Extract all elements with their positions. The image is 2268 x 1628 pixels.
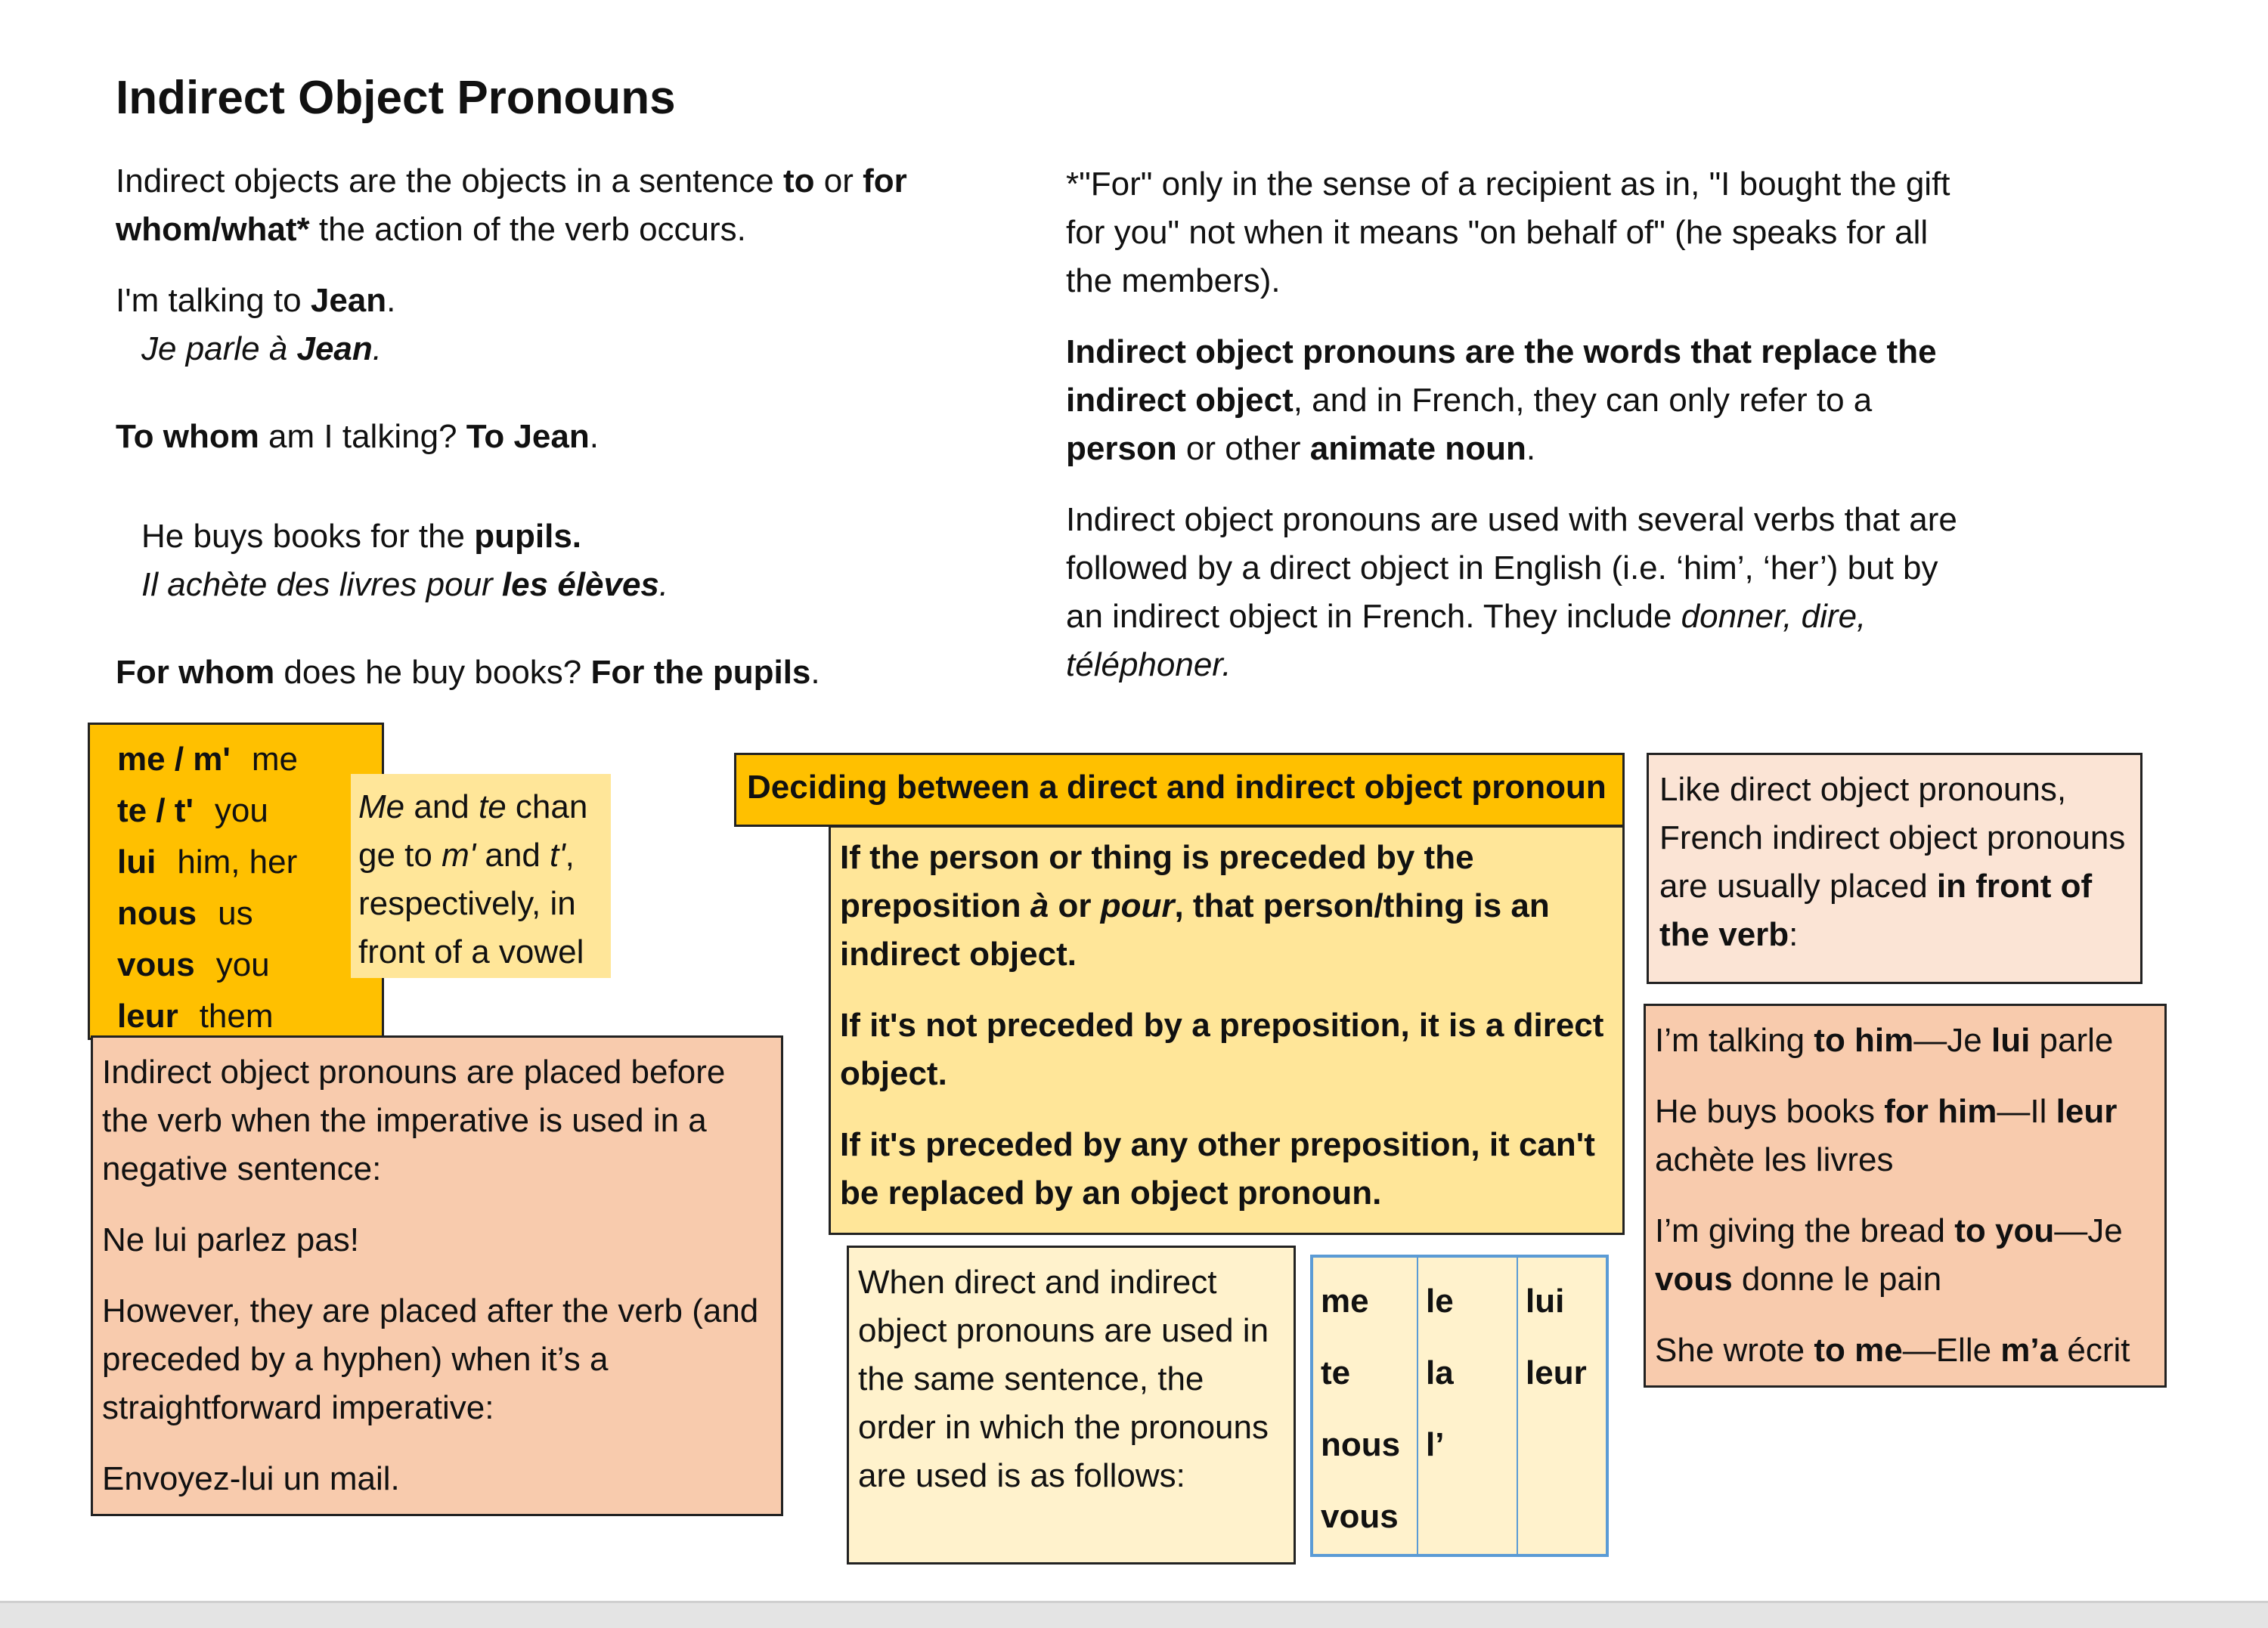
order-table-cell: la bbox=[1426, 1354, 1454, 1391]
deciding-rule-indirect bbox=[840, 834, 1613, 979]
page-title: Indirect Object Pronouns bbox=[116, 72, 676, 124]
example-1-french bbox=[141, 325, 1008, 373]
intro-definition bbox=[116, 157, 1008, 254]
text-run: —Je bbox=[2054, 1212, 2123, 1249]
order-table-cell: vous bbox=[1321, 1498, 1399, 1535]
bottom-scrollbar-area bbox=[0, 1601, 2268, 1628]
pronoun-english: us bbox=[218, 895, 253, 932]
text-run: les élèves bbox=[501, 566, 659, 603]
text-run: If it's not preceded by a preposition, it is a direct object. bbox=[840, 1007, 1604, 1092]
placement-note-text bbox=[1659, 766, 2133, 959]
pronoun-french: lui bbox=[117, 843, 156, 881]
text-run: Indirect object pronouns are the words that replace the indirect object bbox=[1066, 333, 1937, 419]
pronoun-english: him, her bbox=[177, 843, 298, 881]
text-run: and bbox=[404, 788, 479, 825]
imperative-affirmative-example bbox=[102, 1455, 772, 1503]
text-run: —Je bbox=[1913, 1022, 1991, 1059]
text-run: Ne lui parlez pas! bbox=[102, 1221, 359, 1258]
pronoun-row bbox=[117, 837, 382, 888]
pronoun-row bbox=[117, 888, 382, 939]
text-run: pour bbox=[1100, 887, 1175, 924]
text-run: or other bbox=[1176, 430, 1310, 467]
text-run: However, they are placed after the verb (and preceded by a hyphen) when it’s a straightforward imperative: bbox=[102, 1292, 759, 1426]
order-column-1 bbox=[1312, 1257, 1418, 1555]
text-run: vous bbox=[1655, 1261, 1733, 1298]
example-sentence bbox=[1655, 1326, 2157, 1375]
text-run: the action of the verb occurs. bbox=[309, 211, 746, 248]
text-run: in front of the verb bbox=[1659, 868, 2093, 953]
text-run: —Elle bbox=[1902, 1332, 2001, 1369]
deciding-header: Deciding between a direct and indirect object pronoun bbox=[734, 753, 1625, 827]
imperative-affirmative-rule bbox=[102, 1287, 772, 1432]
text-run: am I talking? bbox=[259, 418, 466, 455]
order-table-cell: le bbox=[1426, 1283, 1454, 1320]
text-run: to bbox=[782, 162, 815, 200]
text-run: For whom bbox=[116, 654, 275, 691]
pronoun-english: them bbox=[199, 998, 274, 1035]
deciding-rule-other bbox=[840, 1121, 1613, 1218]
example-2-french bbox=[141, 561, 1008, 609]
text-run: . bbox=[372, 330, 382, 367]
text-run: , respectively, in front of a vowel bbox=[358, 837, 584, 970]
pronoun-french: nous bbox=[117, 895, 197, 932]
text-run: écrit bbox=[2058, 1332, 2130, 1369]
text-run: Like direct object pronouns, French indirect object pronouns are usually placed bbox=[1659, 771, 2126, 905]
example-2-question bbox=[116, 648, 1008, 697]
text-run: parle bbox=[2030, 1022, 2114, 1059]
elision-note bbox=[351, 774, 611, 978]
text-run: —Il bbox=[1997, 1093, 2056, 1130]
text-run: To Jean bbox=[466, 418, 590, 455]
text-run: m' bbox=[442, 837, 476, 874]
text-run: leur bbox=[2056, 1093, 2118, 1130]
deciding-box bbox=[829, 825, 1625, 1235]
text-run: donne le pain bbox=[1732, 1261, 1942, 1298]
pronoun-row bbox=[117, 939, 382, 991]
verbs-paragraph bbox=[1066, 496, 1966, 689]
text-run: If the person or thing is preceded by the preposition bbox=[840, 839, 1474, 924]
pronoun-list-box bbox=[88, 723, 384, 1040]
pronoun-row bbox=[117, 734, 382, 785]
text-run: Me bbox=[358, 788, 405, 825]
text-run: . bbox=[386, 282, 396, 319]
text-run: . bbox=[810, 654, 820, 691]
imperative-box bbox=[91, 1035, 783, 1516]
text-run: , and in French, they can only refer to a bbox=[1293, 382, 1873, 419]
text-run: I’m giving the bread bbox=[1655, 1212, 1955, 1249]
text-run: pupils. bbox=[474, 518, 582, 555]
explanation-section bbox=[1066, 160, 1966, 689]
text-run: *"For" only in the sense of a recipient as in, "I bought the gift for you" not when it means "on behalf of" (he speaks for all the members). bbox=[1066, 166, 1950, 299]
text-run: for whom/what* bbox=[116, 162, 907, 248]
text-run: does he buy books? bbox=[274, 654, 591, 691]
example-2-english bbox=[141, 512, 1008, 561]
example-1-question bbox=[116, 413, 1008, 461]
text-run: to me bbox=[1814, 1332, 1903, 1369]
placement-note-box bbox=[1647, 753, 2143, 984]
text-run: Indirect object pronouns are placed before the verb when the imperative is used in a negative sentence: bbox=[102, 1054, 726, 1187]
text-run: t' bbox=[550, 837, 565, 874]
text-run: . bbox=[1526, 430, 1536, 467]
example-sentence bbox=[1655, 1017, 2157, 1065]
text-run: . bbox=[589, 418, 599, 455]
text-run: donner, dire, téléphoner. bbox=[1066, 598, 1867, 683]
text-run: She wrote bbox=[1655, 1332, 1814, 1369]
pronoun-french: me / m' bbox=[117, 741, 231, 778]
text-run: chan ge to bbox=[358, 788, 588, 874]
text-run: , that person/thing is an indirect object. bbox=[840, 887, 1550, 973]
text-run: animate noun bbox=[1309, 430, 1526, 467]
text-run: Envoyez-lui un mail. bbox=[102, 1460, 400, 1497]
text-run: to you bbox=[1954, 1212, 2055, 1249]
text-run: Jean bbox=[310, 282, 387, 319]
text-run: for him bbox=[1884, 1093, 1997, 1130]
example-sentence bbox=[1655, 1207, 2157, 1304]
order-note-text bbox=[858, 1258, 1286, 1500]
order-table-cell: lui bbox=[1526, 1283, 1565, 1320]
pronoun-row bbox=[117, 991, 382, 1042]
pronoun-english: you bbox=[215, 946, 270, 983]
pronoun-english: you bbox=[214, 792, 268, 829]
text-run: . bbox=[658, 566, 669, 603]
pronoun-order-table bbox=[1310, 1255, 1609, 1557]
order-table-cell: leur bbox=[1526, 1354, 1587, 1391]
examples-list bbox=[1655, 1017, 2157, 1375]
text-run: achète les livres bbox=[1655, 1141, 1894, 1178]
example-sentence bbox=[1655, 1088, 2157, 1184]
order-table-cell: te bbox=[1321, 1354, 1351, 1391]
text-run: He buys books bbox=[1655, 1093, 1885, 1130]
order-table-cell: nous bbox=[1321, 1426, 1401, 1463]
text-run: He buys books for the bbox=[141, 518, 475, 555]
text-run: lui bbox=[1991, 1022, 2031, 1059]
pronoun-row bbox=[117, 785, 382, 837]
order-column-2 bbox=[1418, 1257, 1517, 1555]
examples-box bbox=[1644, 1004, 2167, 1388]
intro-section bbox=[116, 157, 1008, 697]
definition-paragraph bbox=[1066, 328, 1966, 473]
text-run: te bbox=[479, 788, 507, 825]
text-run: I’m talking bbox=[1655, 1022, 1814, 1059]
pronoun-list bbox=[117, 734, 382, 1042]
text-run: To whom bbox=[116, 418, 259, 455]
text-run: person bbox=[1066, 430, 1177, 467]
text-run: to him bbox=[1814, 1022, 1914, 1059]
text-run: For the pupils bbox=[590, 654, 811, 691]
imperative-negative-rule bbox=[102, 1048, 772, 1193]
order-table-cell: me bbox=[1321, 1283, 1369, 1320]
text-run: Il achète des livres pour bbox=[141, 566, 502, 603]
text-run: I'm talking to bbox=[116, 282, 311, 319]
for-footnote bbox=[1066, 160, 1966, 305]
text-run: Indirect object pronouns are used with several verbs that are followed by a direct object in English (i.e. ‘him’, ‘her’) but by an indirect object in French. They include bbox=[1066, 501, 1957, 635]
text-run: Indirect objects are the objects in a sentence bbox=[116, 162, 783, 200]
pronoun-french: vous bbox=[117, 946, 195, 983]
text-run: Jean bbox=[296, 330, 373, 367]
deciding-rule-direct bbox=[840, 1001, 1613, 1098]
order-table-cell: l’ bbox=[1426, 1426, 1445, 1463]
pronoun-french: te / t' bbox=[117, 792, 194, 829]
text-run: : bbox=[1789, 916, 1799, 953]
example-1-english bbox=[116, 277, 1008, 325]
order-column-3 bbox=[1517, 1257, 1606, 1555]
pronoun-french: leur bbox=[117, 998, 178, 1035]
elision-note-text bbox=[358, 783, 603, 976]
text-run: If it's preceded by any other preposition, it can't be replaced by an object pronoun. bbox=[840, 1126, 1595, 1212]
pronoun-english: me bbox=[251, 741, 298, 778]
text-run: Je parle à bbox=[141, 330, 297, 367]
text-run: or bbox=[1049, 887, 1101, 924]
text-run: à bbox=[1030, 887, 1049, 924]
text-run: and bbox=[476, 837, 550, 874]
imperative-negative-example bbox=[102, 1216, 772, 1264]
order-note-box bbox=[847, 1246, 1296, 1565]
text-run: When direct and indirect object pronouns are used in the same sentence, the order in which the pronouns are used is as follows: bbox=[858, 1264, 1269, 1494]
text-run: m’a bbox=[2000, 1332, 2059, 1369]
text-run: or bbox=[814, 162, 863, 200]
